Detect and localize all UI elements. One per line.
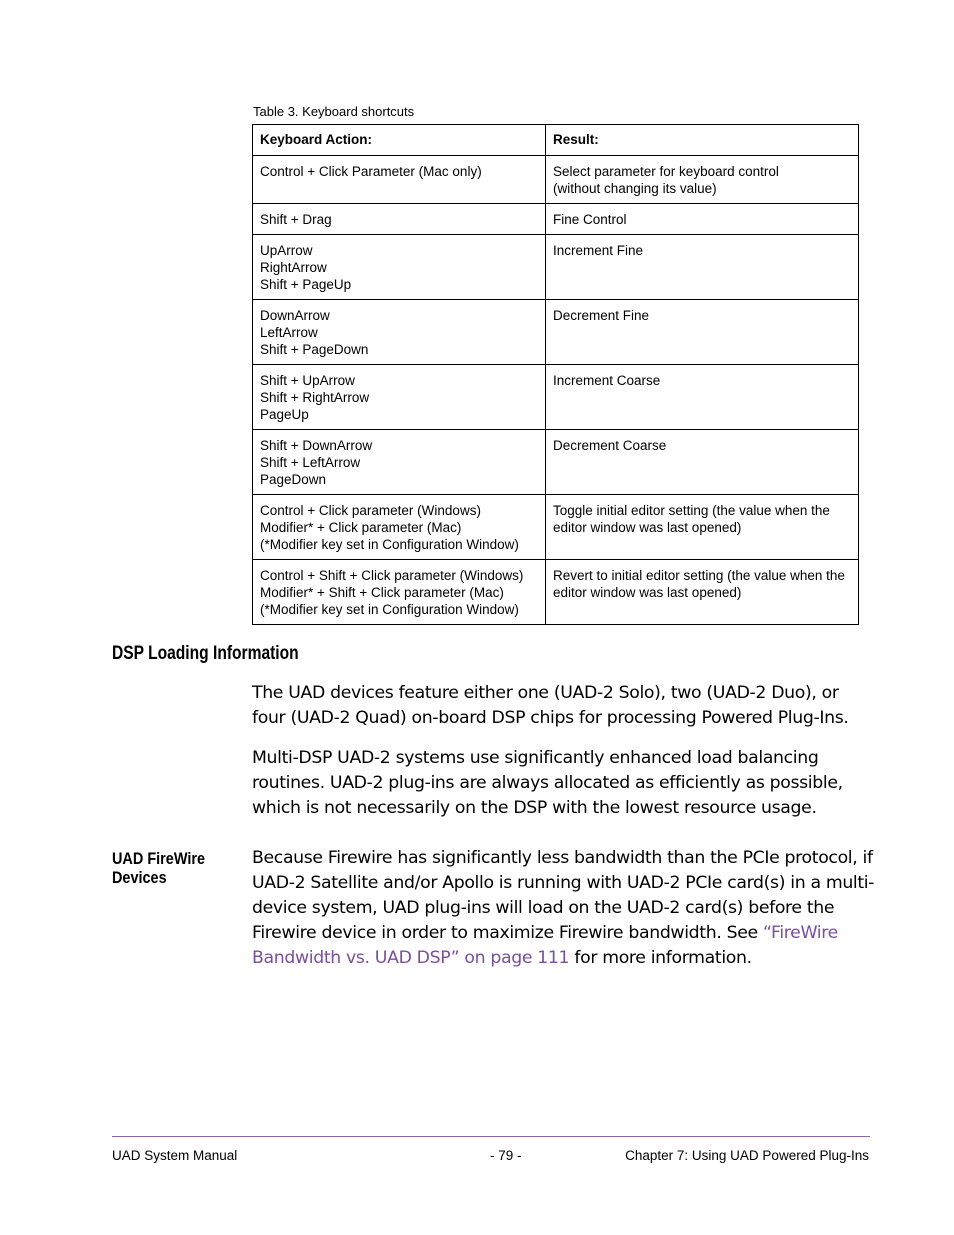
action-line: Shift + LeftArrow [260,455,361,470]
footer-page-number: - 79 - [490,1148,522,1163]
action-line: Shift + RightArrow [260,390,370,405]
result-cell [546,430,859,495]
action-line: (*Modifier key set in Configuration Window) [260,537,519,552]
table-row [253,365,859,430]
result-line: Decrement Coarse [553,438,667,453]
result-cell [546,560,859,625]
table-caption: Table 3. Keyboard shortcuts [253,104,415,119]
action-line: Shift + UpArrow [260,373,355,388]
result-line: Increment Coarse [553,373,661,388]
header-keyboard-action: Keyboard Action: [253,125,546,156]
action-line: Shift + Drag [260,212,332,227]
table-header-row [253,125,859,156]
action-line: PageUp [260,407,309,422]
subsection-heading: UAD FireWire Devices [112,849,206,887]
result-line: (without changing its value) [553,181,717,196]
section-paragraph-1: The UAD devices feature either one (UAD-2 Solo), two (UAD-2 Duo), or four (UAD-2 Quad) on-board DSP chips for processing Powered Plug-Ins. [252,683,849,728]
result-line: Fine Control [553,212,627,227]
table-row [253,204,859,235]
paragraph-text: Because Firewire has significantly less bandwidth than the PCIe protocol, if UAD-2 Satellite and/or Apollo is running with UAD-2 PCIe card(s) in a multi-device system, UAD plug-ins will load on the UAD-2 card(s) before the Firewire device in order to maximize Firewire bandwidth. See [252,848,875,943]
table-row [253,300,859,365]
result-line: Select parameter for keyboard control [553,164,779,179]
action-line: RightArrow [260,260,327,275]
keyboard-action-cell [253,430,546,495]
keyboard-action-cell [253,235,546,300]
action-line: Shift + PageDown [260,342,369,357]
result-line: Increment Fine [553,243,644,258]
keyboard-action-cell [253,365,546,430]
action-line: PageDown [260,472,327,487]
footer-chapter-title: Chapter 7: Using UAD Powered Plug-Ins [625,1148,869,1163]
action-line: DownArrow [260,308,330,323]
result-line: Revert to initial editor setting (the value when the [553,568,845,583]
result-line: editor window was last opened) [553,520,742,535]
table-row [253,156,859,204]
action-line: Control + Click parameter (Windows) [260,503,481,518]
result-cell [546,495,859,560]
keyboard-action-cell [253,156,546,204]
action-line: Control + Click Parameter (Mac only) [260,164,482,179]
result-line: editor window was last opened) [553,585,742,600]
keyboard-shortcuts-table [252,124,859,625]
result-cell [546,235,859,300]
action-line: UpArrow [260,243,313,258]
action-line: LeftArrow [260,325,318,340]
action-line: (*Modifier key set in Configuration Window) [260,602,519,617]
table-row [253,430,859,495]
subsection-paragraph [252,846,877,971]
result-cell [546,156,859,204]
table-row [253,495,859,560]
action-line: Modifier* + Shift + Click parameter (Mac) [260,585,504,600]
section-paragraph-2: Multi-DSP UAD-2 systems use significantly enhanced load balancing routines. UAD-2 plug-ins are always allocated as efficiently as possible, which is not necessarily on the DSP with the lowest resource usage. [252,748,843,818]
keyboard-action-cell [253,560,546,625]
result-line: Toggle initial editor setting (the value when the [553,503,830,518]
result-cell [546,300,859,365]
cross-reference-link[interactable]: “FireWire Bandwidth vs. UAD DSP” on page 111 [252,923,838,968]
action-line: Shift + DownArrow [260,438,373,453]
action-line: Modifier* + Click parameter (Mac) [260,520,462,535]
section-heading: DSP Loading Information [112,643,299,664]
footer-manual-title: UAD System Manual [112,1148,238,1163]
table-row [253,235,859,300]
result-cell [546,365,859,430]
keyboard-action-cell [253,204,546,235]
paragraph-text-end: for more information. [569,948,752,968]
action-line: Shift + PageUp [260,277,352,292]
result-line: Decrement Fine [553,308,650,323]
action-line: Control + Shift + Click parameter (Windows) [260,568,524,583]
header-result: Result: [546,125,859,156]
keyboard-action-cell [253,495,546,560]
table-row [253,560,859,625]
result-cell [546,204,859,235]
footer-rule [112,1136,870,1137]
keyboard-action-cell [253,300,546,365]
